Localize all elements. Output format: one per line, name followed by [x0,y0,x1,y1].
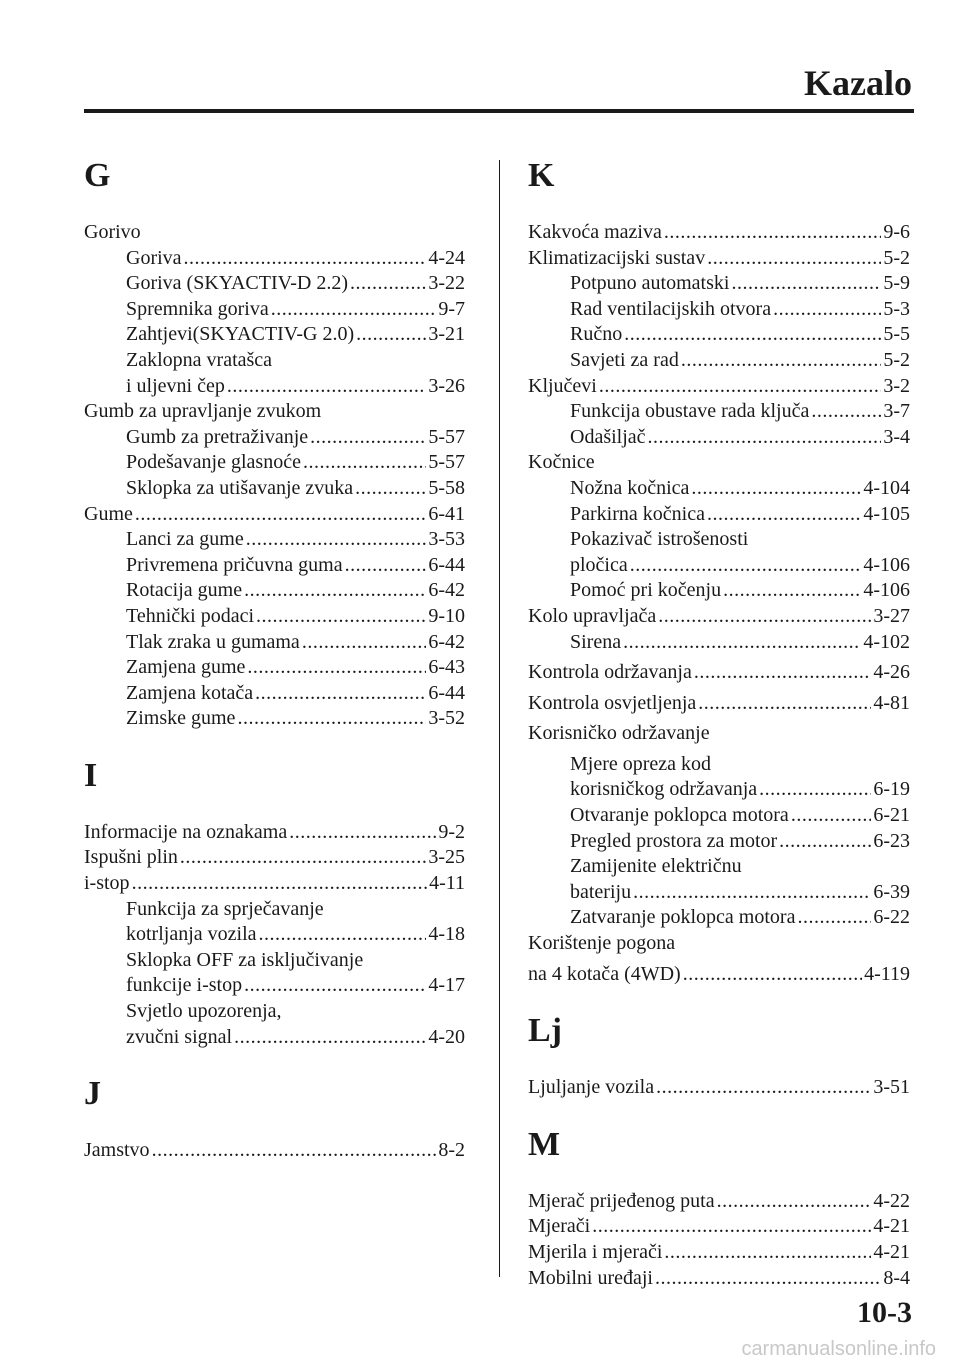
dot-leader [184,246,427,272]
index-entry [528,374,910,400]
spacer [84,1050,465,1068]
index-subentry [84,655,465,681]
index-entry [528,931,910,957]
index-subentry [84,348,465,374]
index-subentry [528,854,910,880]
entry-page-ref: 5-3 [883,297,910,320]
index-subentry [528,553,910,579]
entry-text: Zimske gume [126,707,236,730]
entry-page-ref: 4-106 [863,553,910,576]
entry-text: i-stop [84,872,130,895]
entry-text: Pregled prostora za motor [570,829,778,852]
entry-text: Ljuljanje vozila [528,1076,655,1099]
index-subentry [528,322,910,348]
index-entry [528,246,910,272]
index-entry [528,962,910,988]
entry-page-ref: 8-4 [883,1266,910,1289]
index-letter-heading: G [84,157,111,194]
entry-text: Gumb za pretraživanje [126,425,309,448]
dot-leader [707,246,881,272]
index-subentry [84,450,465,476]
entry-page-ref: 3-51 [873,1076,910,1099]
index-entry [528,721,910,747]
dot-leader [694,660,872,686]
dot-leader [658,604,871,630]
dot-leader [624,322,881,348]
entry-text: Otvaranje poklopca motora [570,804,789,827]
entry-page-ref: 4-104 [863,476,910,499]
entry-text: Funkcija za sprječavanje [126,897,324,920]
index-entry [528,691,910,717]
entry-page-ref: 4-20 [428,1025,465,1048]
index-subentry [84,271,465,297]
index-subentry [84,374,465,400]
entry-text: korisničkog održavanja [570,778,758,801]
spacer [528,987,910,1005]
index-subentry [528,297,910,323]
index-entry [84,845,465,871]
entry-page-ref: 4-18 [428,923,465,946]
entry-text: Mjerači [528,1215,591,1238]
entry-page-ref: 3-21 [428,323,465,346]
entry-page-ref: 6-41 [428,502,465,525]
entry-page-ref: 6-42 [428,630,465,653]
entry-text: Zahtjevi(SKYACTIV-G 2.0) [126,323,355,346]
index-entry [84,502,465,528]
entry-text: Privremena pričuvna guma [126,553,343,576]
entry-text: Sklopka za utišavanje zvuka [126,476,354,499]
index-entry [528,1075,910,1101]
entry-text: Mjere opreza kod [570,752,712,775]
index-subentry [84,630,465,656]
entry-text: Potpuno automatski [570,272,730,295]
index-entry [528,220,910,246]
dot-leader [655,1266,881,1292]
index-subentry [84,553,465,579]
entry-page-ref: 3-22 [428,272,465,295]
index-letter-heading: K [528,157,555,194]
index-entry [528,1266,910,1292]
entry-text: Pomoć pri kočenju [570,579,722,602]
index-subentry [528,399,910,425]
entry-page-ref: 4-21 [873,1215,910,1238]
entry-page-ref: 3-2 [883,374,910,397]
index-subentry [528,578,910,604]
dot-leader [132,871,428,897]
entry-text: funkcije i-stop [126,974,243,997]
index-column-right [528,150,910,1291]
dot-leader [244,973,426,999]
index-subentry [84,604,465,630]
index-subentry [528,271,910,297]
dot-leader [633,880,871,906]
index-entry [84,1138,465,1164]
dot-leader [683,962,862,988]
index-subentry [528,425,910,451]
entry-page-ref: 5-2 [883,348,910,371]
index-subentry [84,922,465,948]
entry-page-ref: 9-10 [428,604,465,627]
dot-leader [717,1189,872,1215]
entry-page-ref: 5-58 [428,476,465,499]
entry-page-ref: 3-26 [428,374,465,397]
entry-page-ref: 6-22 [873,906,910,929]
entry-text: Kontrola osvjetljenja [528,691,697,714]
entry-page-ref: 4-24 [428,246,465,269]
dot-leader [271,297,437,323]
entry-text: Svjetlo upozorenja, [126,1000,282,1023]
entry-page-ref: 6-23 [873,829,910,852]
entry-text: i uljevni čep [126,374,225,397]
entry-text: Ključevi [528,374,597,397]
entry-page-ref: 4-21 [873,1241,910,1263]
dot-leader [731,271,881,297]
dot-leader [656,1075,871,1101]
index-subentry [84,948,465,974]
index-entry [528,604,910,630]
index-entry [84,820,465,846]
dot-leader [599,374,881,400]
dot-leader [180,845,426,871]
index-subentry [528,476,910,502]
dot-leader [811,399,881,425]
dot-leader [302,630,427,656]
entry-text: Kontrola održavanja [528,661,692,684]
watermark: carmanualsonline.info [741,1338,936,1360]
index-subentry [84,1025,465,1051]
entry-text: Jamstvo [84,1139,150,1162]
entry-text: Informacije na oznakama [84,820,288,843]
entry-page-ref: 9-2 [438,820,465,843]
entry-text: Zaklopna vratašca [126,348,273,371]
entry-page-ref: 6-43 [428,656,465,679]
dot-leader [152,1138,437,1164]
entry-text: Goriva [126,246,182,269]
index-subentry [528,829,910,855]
entry-text: zvučni signal [126,1025,233,1048]
index-subentry [528,502,910,528]
entry-text: Ispušni plin [84,846,178,869]
dot-leader [345,553,427,579]
entry-page-ref: 6-39 [873,880,910,903]
index-subentry [84,322,465,348]
dot-leader [759,777,871,803]
entry-page-ref: 9-7 [438,297,465,320]
entry-text: Odašiljač [570,425,646,448]
index-subentry [84,297,465,323]
page-header-title: Kazalo [804,63,912,103]
entry-text: bateriju [570,880,632,903]
entry-text: Klimatizacijski sustav [528,246,706,269]
entry-page-ref: 5-2 [883,246,910,269]
entry-page-ref: 6-44 [428,681,465,704]
dot-leader [356,322,426,348]
dot-leader [707,502,861,528]
dot-leader [350,271,426,297]
index-subentry [84,578,465,604]
dot-leader [779,829,871,855]
dot-leader [723,578,861,604]
index-subentry [528,348,910,374]
index-subentry [84,973,465,999]
entry-page-ref: 6-44 [428,553,465,576]
entry-text: Savjeti za rad [570,348,679,371]
spacer [84,732,465,750]
index-entry [528,1189,910,1215]
dot-leader [698,691,871,717]
entry-page-ref: 3-4 [883,425,910,448]
index-subentry [84,706,465,732]
entry-text: Pokazivač istrošenosti [570,528,749,551]
dot-leader [592,1214,871,1240]
entry-text: Zamjena kotača [126,681,254,704]
dot-leader [303,450,426,476]
entry-text: Spremnika goriva [126,297,269,320]
index-letter-heading: Lj [528,1012,562,1050]
dot-leader [289,820,436,846]
entry-text: Kakvoća maziva [528,221,662,243]
entry-page-ref: 4-106 [863,579,910,602]
entry-text: Mjerač prijeđenog puta [528,1189,715,1212]
entry-text: Nožna kočnica [570,476,690,499]
entry-page-ref: 5-9 [883,272,910,295]
index-letter-heading: M [528,1125,561,1163]
entry-text: na 4 kotača (4WD) [528,962,681,985]
entry-text: Zatvaranje poklopca motora [570,906,796,929]
dot-leader [664,1240,871,1266]
index-letter-heading: J [84,1075,101,1113]
index-entry [528,660,910,686]
entry-page-ref: 4-22 [873,1189,910,1212]
dot-leader [234,1025,426,1051]
dot-leader [227,374,426,400]
index-subentry [84,246,465,272]
entry-page-ref: 3-25 [428,846,465,869]
index-subentry [528,527,910,553]
entry-text: Parkirna kočnica [570,502,705,525]
entry-text: Rotacija gume [126,579,243,602]
dot-leader [135,502,426,528]
dot-leader [791,803,872,829]
entry-text: Sirena [570,630,622,653]
index-entry [528,1240,910,1266]
index-entry [84,871,465,897]
entry-page-ref: 4-11 [429,872,465,895]
index-entry [528,1214,910,1240]
entry-text: Tlak zraka u gumama [126,630,300,653]
index-entry [84,220,465,246]
index-subentry [84,897,465,923]
column-divider [499,160,500,1277]
dot-leader [246,527,427,553]
index-subentry [84,681,465,707]
spacer [528,1101,910,1119]
entry-text: Mobilni uređaji [528,1266,653,1289]
entry-text: pločica [570,553,628,576]
entry-page-ref: 4-26 [873,661,910,684]
entry-text: Zamjena gume [126,656,246,679]
dot-leader [247,655,426,681]
entry-page-ref: 5-57 [428,425,465,448]
entry-text: Gorivo [84,221,141,243]
entry-text: Zamijenite električnu [570,855,742,878]
dot-leader [797,905,871,931]
index-subentry [84,527,465,553]
dot-leader [630,553,862,579]
dot-leader [773,297,881,323]
entry-text: Lanci za gume [126,528,244,551]
entry-page-ref: 3-27 [873,604,910,627]
entry-page-ref: 5-57 [428,451,465,474]
index-subentry [84,476,465,502]
entry-text: Ručno [570,323,623,346]
index-column-left [84,150,465,1164]
dot-leader [259,922,427,948]
dot-leader [681,348,881,374]
dot-leader [237,706,426,732]
entry-page-ref: 4-17 [428,974,465,997]
entry-text: kotrljanja vozila [126,923,257,946]
entry-text: Kolo upravljača [528,604,657,627]
entry-page-ref: 3-52 [428,707,465,730]
entry-text: Goriva (SKYACTIV-D 2.2) [126,272,349,295]
entry-page-ref: 5-5 [883,323,910,346]
index-subentry [528,752,910,778]
entry-text: Tehnički podaci [126,604,254,627]
index-entry [84,399,465,425]
dot-leader [355,476,426,502]
entry-page-ref: 6-42 [428,579,465,602]
entry-page-ref: 3-7 [883,400,910,423]
entry-text: Gume [84,502,133,525]
entry-page-ref: 8-2 [438,1139,465,1162]
dot-leader [623,630,861,656]
dot-leader [664,220,882,246]
entry-page-ref: 4-105 [863,502,910,525]
index-entry [528,450,910,476]
index-subentry [528,803,910,829]
entry-text: Kočnice [528,451,595,474]
index-subentry [528,880,910,906]
dot-leader [256,604,426,630]
entry-text: Rad ventilacijskih otvora [570,297,772,320]
entry-page-ref: 4-102 [863,630,910,653]
index-subentry [84,425,465,451]
entry-text: Korisničko održavanje [528,722,710,745]
index-letter-heading: I [84,756,98,794]
dot-leader [255,681,426,707]
index-subentry [528,630,910,656]
entry-page-ref: 6-21 [873,804,910,827]
index-subentry [528,905,910,931]
entry-page-ref: 6-19 [873,778,910,801]
entry-text: Gumb za upravljanje zvukom [84,400,322,423]
index-subentry [84,999,465,1025]
dot-leader [244,578,426,604]
entry-text: Korištenje pogona [528,932,676,955]
entry-text: Podešavanje glasnoće [126,451,301,474]
entry-page-ref: 3-53 [428,528,465,551]
entry-text: Mjerila i mjerači [528,1241,663,1263]
header-rule [84,109,914,113]
entry-page-ref: 4-119 [864,962,910,985]
entry-page-ref: 4-81 [873,691,910,714]
index-subentry [528,777,910,803]
page-number: 10-3 [857,1296,912,1329]
entry-page-ref: 9-6 [883,221,910,243]
dot-leader [691,476,861,502]
dot-leader [310,425,426,451]
entry-text: Sklopka OFF za isključivanje [126,948,364,971]
dot-leader [648,425,882,451]
entry-text: Funkcija obustave rada ključa [570,400,810,423]
